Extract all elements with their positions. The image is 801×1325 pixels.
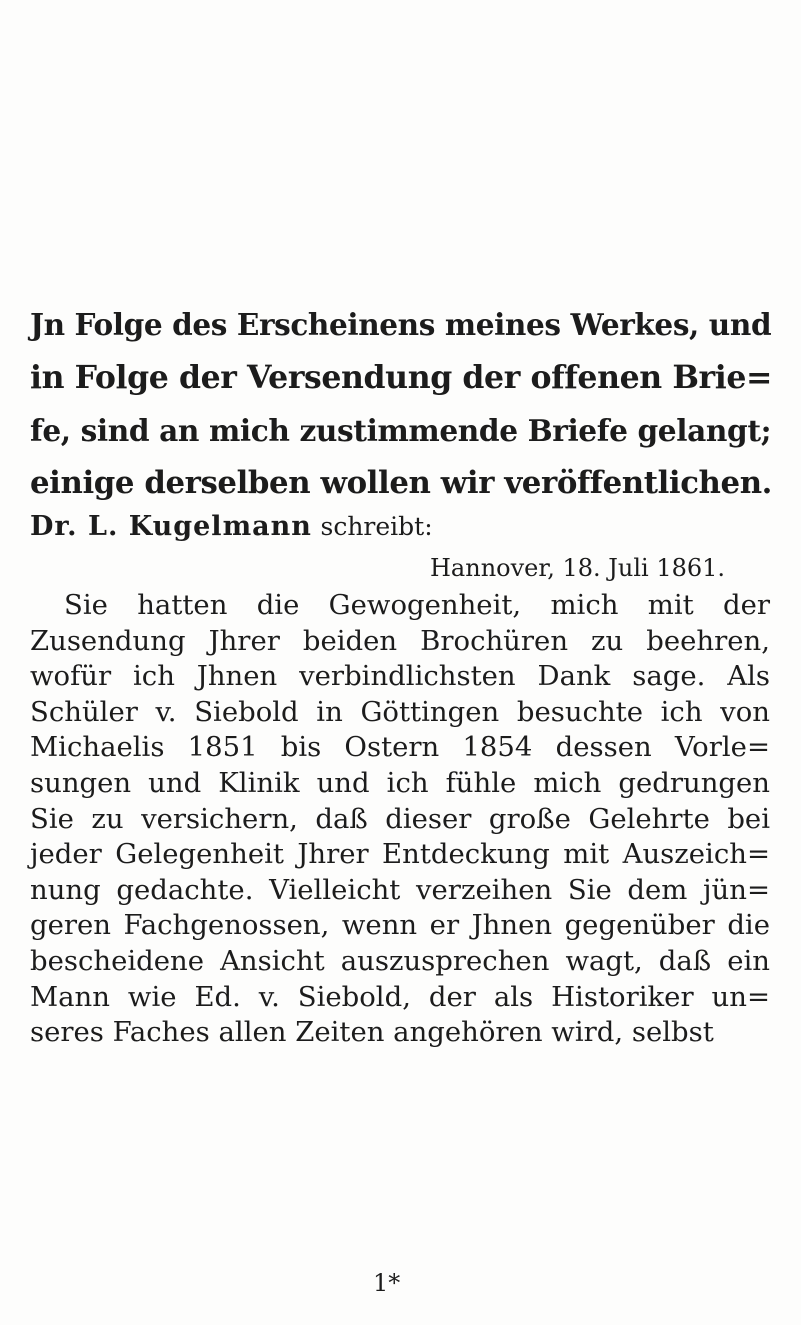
intro-heading [30, 298, 775, 510]
heading-line: fe, sind an mich zustimmende Briefe gelangt; [30, 413, 772, 448]
letter-byline [30, 510, 433, 544]
body-line: sungen und Klinik und ich fühle mich gedrungen [30, 766, 770, 799]
body-line: seres Faches allen Zeiten angehören wird, selbst [30, 1016, 714, 1049]
body-line: wofür ich Jhnen verbindlichsten Dank sage. Als [30, 660, 770, 693]
letter-author: Dr. L. Kugelmann [30, 511, 312, 542]
body-line: jeder Gelegenheit Jhrer Entdeckung mit Auszeich= [30, 838, 770, 871]
body-line: nung gedachte. Vielleicht verzeihen Sie dem jün= [30, 873, 770, 906]
letter-verb: schreibt: [320, 512, 433, 541]
body-line: bescheidene Ansicht auszusprechen wagt, daß ein [30, 944, 770, 977]
heading-line: in Folge der Versendung der offenen Brie= [30, 359, 772, 396]
body-line: Michaelis 1851 bis Ostern 1854 dessen Vorle= [30, 731, 770, 764]
body-line: Mann wie Ed. v. Siebold, der als Historiker un= [30, 980, 770, 1013]
body-line: Zusendung Jhrer beiden Brochüren zu beehren, [30, 624, 770, 657]
heading-line: Jn Folge des Erscheinens meines Werkes, und [30, 307, 772, 342]
heading-line: einige derselben wollen wir veröffentlichen. [30, 465, 772, 501]
body-line: Schüler v. Siebold in Göttingen besuchte ich von [30, 695, 770, 728]
letter-body [30, 588, 770, 1051]
printer-signature-mark: 1* [373, 1269, 401, 1297]
body-line: geren Fachgenossen, wenn er Jhnen gegenüber die [30, 909, 770, 942]
letter-dateline: Hannover, 18. Juli 1861. [430, 554, 726, 582]
body-line: Sie hatten die Gewogenheit, mich mit der [64, 589, 770, 621]
body-line: Sie zu versichern, daß dieser große Gelehrte bei [30, 802, 770, 835]
